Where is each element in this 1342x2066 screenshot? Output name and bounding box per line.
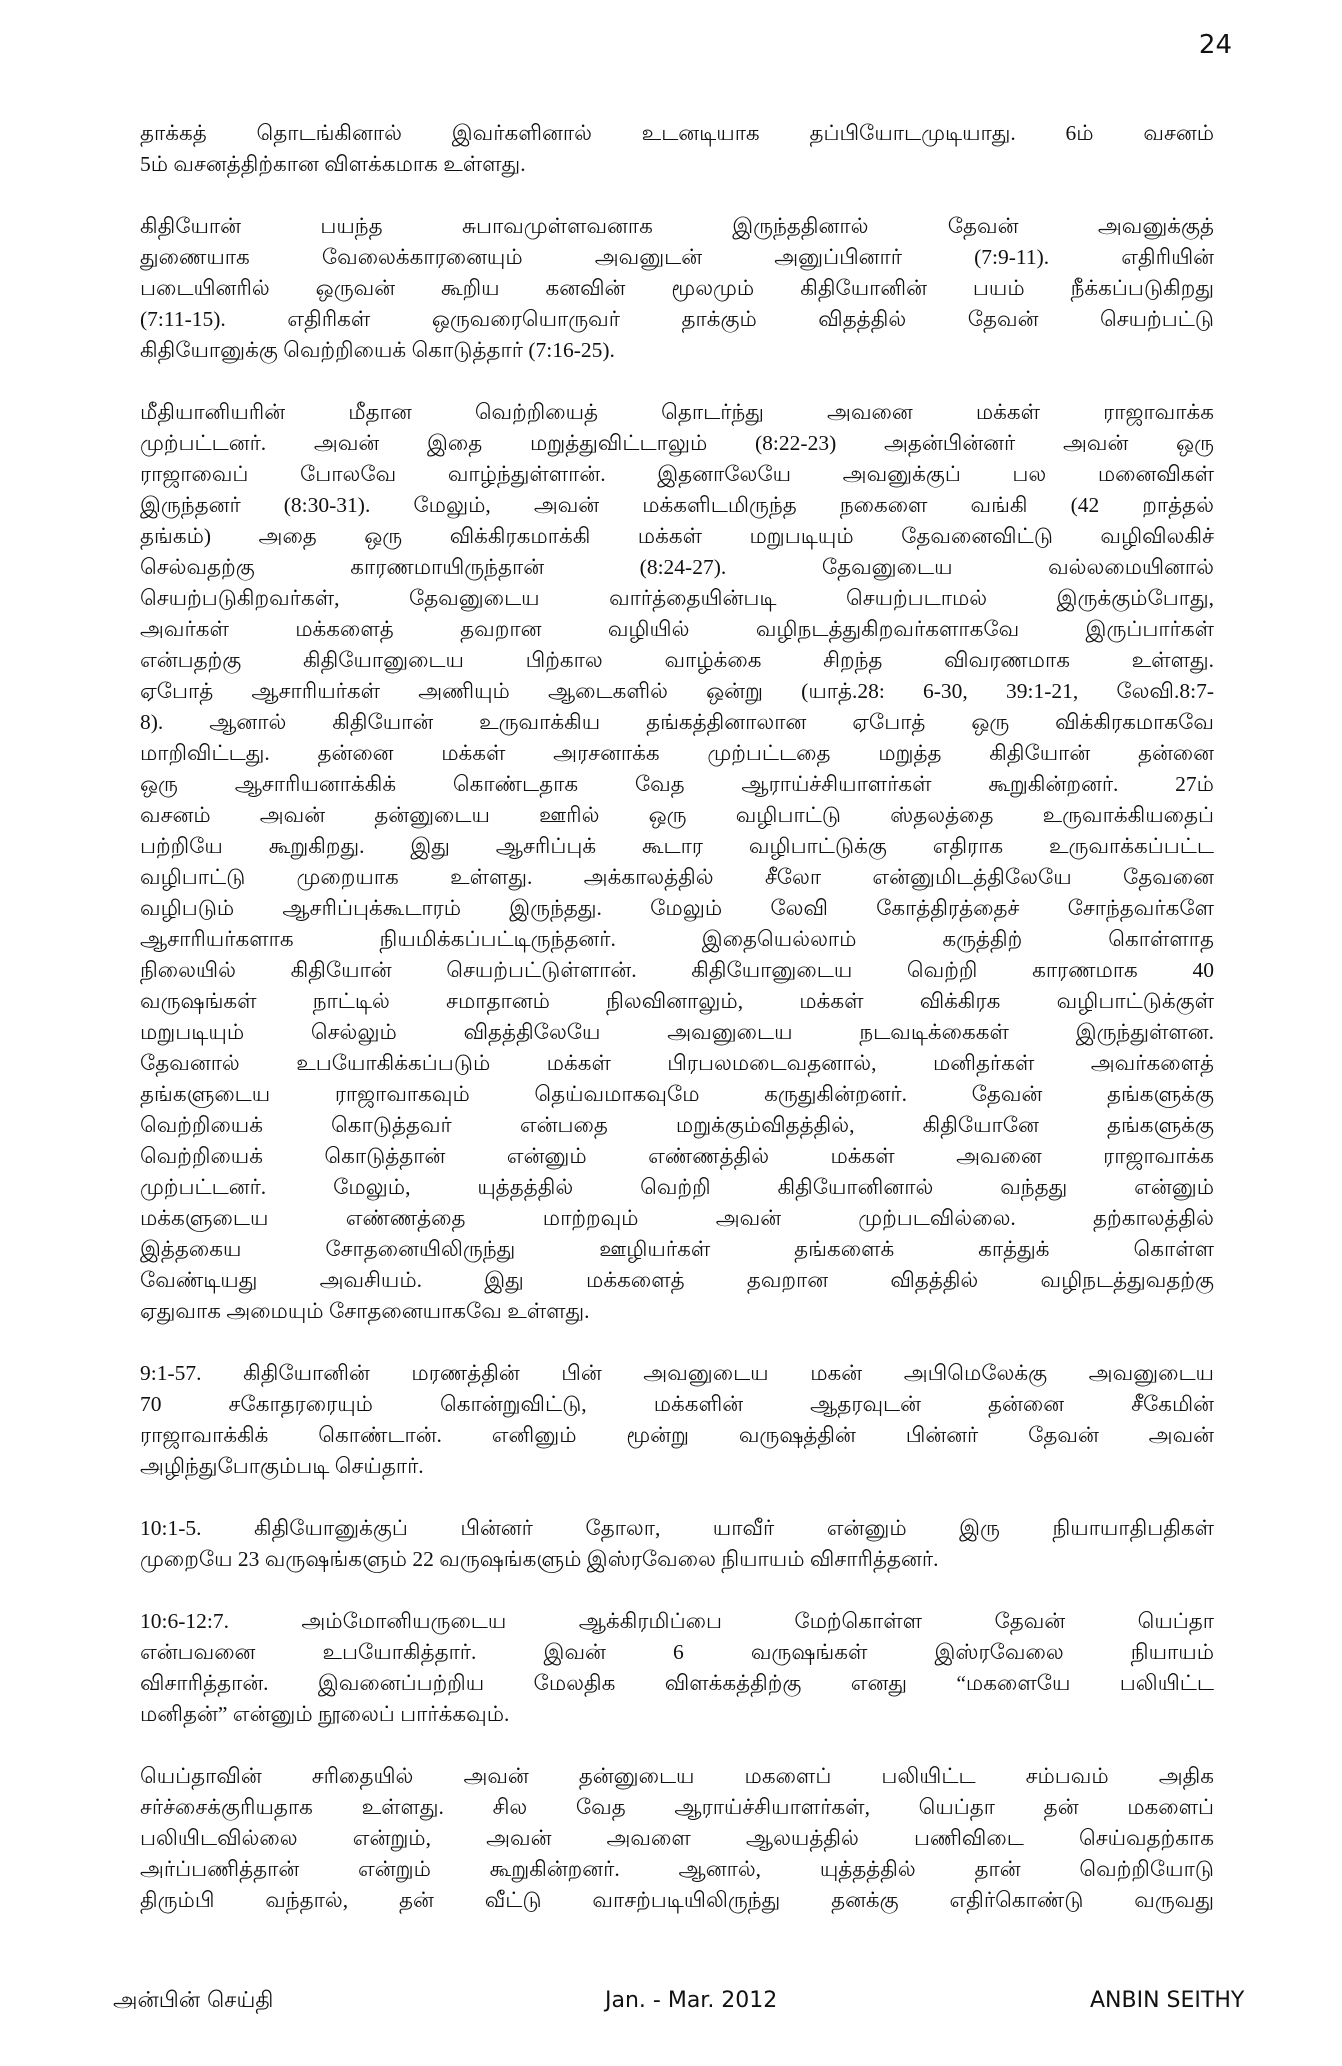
text-line: படையினரில் ஒருவன் கூறிய கனவின் மூலமும் கிதியோனின் பயம் நீக்கப்படுகிறது: [140, 276, 1214, 300]
page-footer: [0, 1988, 1342, 2028]
text-line: கிதியோனுக்கு வெற்றியைக் கொடுத்தார் (7:16-25).: [140, 338, 615, 362]
text-line: வெற்றியைக் கொடுத்தான் என்னும் எண்ணத்தில் மக்கள் அவனை ராஜாவாக்க: [140, 1144, 1214, 1168]
text-line: அர்ப்பணித்தான் என்றும் கூறுகின்றனர். ஆனால், யுத்தத்தில் தான் வெற்றியோடு: [140, 1857, 1214, 1881]
text-line: பற்றியே கூறுகிறது. இது ஆசரிப்புக் கூடார வழிபாட்டுக்கு எதிராக உருவாக்கப்பட்ட: [140, 834, 1214, 858]
text-line: இத்தகைய சோதனையிலிருந்து ஊழியர்கள் தங்களைக் காத்துக் கொள்ள: [140, 1237, 1214, 1261]
text-line: அவர்கள் மக்களைத் தவறான வழியில் வழிநடத்துகிறவர்களாகவே இருப்பார்கள்: [140, 617, 1214, 641]
text-line: யெப்தாவின் சரிதையில் அவன் தன்னுடைய மகளைப் பலியிட்ட சம்பவம் அதிக: [140, 1764, 1214, 1788]
paragraph: [140, 1358, 1214, 1482]
paragraph: [140, 1513, 1214, 1575]
text-line: திரும்பி வந்தால், தன் வீட்டு வாசற்படியிலிருந்து தனக்கு எதிர்கொண்டு வருவது: [140, 1888, 1214, 1912]
text-line: ஒரு ஆசாரியனாக்கிக் கொண்டதாக வேத ஆராய்ச்சியாளர்கள் கூறுகின்றனர். 27ம்: [140, 772, 1214, 796]
footer-publication-english: ANBIN SEITHY: [1090, 1988, 1245, 2013]
text-line: அழிந்துபோகும்படி செய்தார்.: [140, 1454, 424, 1478]
text-line: 8). ஆனால் கிதியோன் உருவாக்கிய தங்கத்தினாலான ஏபோத் ஒரு விக்கிரகமாகவே: [140, 710, 1214, 734]
text-line: வசனம் அவன் தன்னுடைய ஊரில் ஒரு வழிபாட்டு ஸ்தலத்தை உருவாக்கியதைப்: [140, 803, 1214, 827]
text-line: (7:11-15). எதிரிகள் ஒருவரையொருவர் தாக்கும் விதத்தில் தேவன் செயற்பட்டு: [140, 307, 1214, 331]
footer-issue-date: Jan. - Mar. 2012: [605, 1988, 778, 2013]
text-line: 10:6-12:7. அம்மோனியருடைய ஆக்கிரமிப்பை மேற்கொள்ள தேவன் யெப்தா: [140, 1609, 1214, 1633]
paragraph: [140, 397, 1214, 1327]
text-line: வழிபாட்டு முறையாக உள்ளது. அக்காலத்தில் சீலோ என்னுமிடத்திலேயே தேவனை: [140, 865, 1214, 889]
text-line: முற்பட்டனர். அவன் இதை மறுத்துவிட்டாலும் (8:22-23) அதன்பின்னர் அவன் ஒரு: [140, 431, 1214, 455]
text-line: விசாரித்தான். இவனைப்பற்றிய மேலதிக விளக்கத்திற்கு எனது “மகளையே பலியிட்ட: [140, 1671, 1214, 1695]
text-line: மனிதன்” என்னும் நூலைப் பார்க்கவும்.: [140, 1702, 510, 1726]
text-line: தேவனால் உபயோகிக்கப்படும் மக்கள் பிரபலமடைவதனால், மனிதர்கள் அவர்களைத்: [140, 1051, 1214, 1075]
text-line: மீதியானியரின் மீதான வெற்றியைத் தொடர்ந்து அவனை மக்கள் ராஜாவாக்க: [140, 400, 1214, 424]
text-line: 9:1-57. கிதியோனின் மரணத்தின் பின் அவனுடைய மகன் அபிமெலேக்கு அவனுடைய: [140, 1361, 1214, 1385]
paragraph: [140, 1761, 1214, 1916]
text-line: வெற்றியைக் கொடுத்தவர் என்பதை மறுக்கும்விதத்தில், கிதியோனே தங்களுக்கு: [140, 1113, 1214, 1137]
text-line: என்பவனை உபயோகித்தார். இவன் 6 வருஷங்கள் இஸ்ரவேலை நியாயம்: [140, 1640, 1214, 1664]
text-line: என்பதற்கு கிதியோனுடைய பிற்கால வாழ்க்கை சிறந்த விவரணமாக உள்ளது.: [140, 648, 1214, 672]
text-line: 5ம் வசனத்திற்கான விளக்கமாக உள்ளது.: [140, 152, 526, 176]
paragraph: [140, 211, 1214, 366]
text-line: ராஜாவாக்கிக் கொண்டான். எனினும் மூன்று வருஷத்தின் பின்னர் தேவன் அவன்: [140, 1423, 1214, 1447]
text-line: மாறிவிட்டது. தன்னை மக்கள் அரசனாக்க முற்பட்டதை மறுத்த கிதியோன் தன்னை: [140, 741, 1214, 765]
paragraph: [140, 118, 1214, 180]
text-line: பலியிடவில்லை என்றும், அவன் அவளை ஆலயத்தில் பணிவிடை செய்வதற்காக: [140, 1826, 1214, 1850]
text-line: இருந்தனர் (8:30-31). மேலும், அவன் மக்களிடமிருந்த நகைளை வங்கி (42 றாத்தல்: [140, 493, 1214, 517]
text-line: முற்பட்டனர். மேலும், யுத்தத்தில் வெற்றி கிதியோனினால் வந்தது என்னும்: [140, 1175, 1214, 1199]
text-line: ஏதுவாக அமையும் சோதனையாகவே உள்ளது.: [140, 1299, 590, 1323]
text-line: தாக்கத் தொடங்கினால் இவர்களினால் உடனடியாக தப்பியோடமுடியாது. 6ம் வசனம்: [140, 121, 1214, 145]
text-line: கிதியோன் பயந்த சுபாவமுள்ளவனாக இருந்ததினால் தேவன் அவனுக்குத்: [140, 214, 1214, 238]
text-line: ஆசாரியர்களாக நியமிக்கப்பட்டிருந்தனர். இதையெல்லாம் கருத்திற் கொள்ளாத: [140, 927, 1214, 951]
text-line: தங்கம்) அதை ஒரு விக்கிரகமாக்கி மக்கள் மறுபடியும் தேவனைவிட்டு வழிவிலகிச்: [140, 524, 1214, 548]
article-body: [140, 118, 1214, 1947]
text-line: ஏபோத் ஆசாரியர்கள் அணியும் ஆடைகளில் ஒன்று (யாத்.28: 6-30, 39:1-21, லேவி.8:7-: [140, 679, 1214, 703]
footer-publication-tamil: அன்பின் செய்தி: [113, 1988, 274, 2013]
text-line: 70 சகோதரரையும் கொன்றுவிட்டு, மக்களின் ஆதரவுடன் தன்னை சீகேமின்: [140, 1392, 1214, 1416]
text-line: வருஷங்கள் நாட்டில் சமாதானம் நிலவினாலும், மக்கள் விக்கிரக வழிபாட்டுக்குள்: [140, 989, 1214, 1013]
text-line: மக்களுடைய எண்ணத்தை மாற்றவும் அவன் முற்படவில்லை. தற்காலத்தில்: [140, 1206, 1214, 1230]
text-line: 10:1-5. கிதியோனுக்குப் பின்னர் தோலா, யாவீர் என்னும் இரு நியாயாதிபதிகள்: [140, 1516, 1214, 1540]
text-line: செல்வதற்கு காரணமாயிருந்தான் (8:24-27). தேவனுடைய வல்லமையினால்: [140, 555, 1214, 579]
text-line: தங்களுடைய ராஜாவாகவும் தெய்வமாகவுமே கருதுகின்றனர். தேவன் தங்களுக்கு: [140, 1082, 1214, 1106]
text-line: சர்ச்சைக்குரியதாக உள்ளது. சில வேத ஆராய்ச்சியாளர்கள், யெப்தா தன் மகளைப்: [140, 1795, 1214, 1819]
paragraph: [140, 1606, 1214, 1730]
text-line: நிலையில் கிதியோன் செயற்பட்டுள்ளான். கிதியோனுடைய வெற்றி காரணமாக 40: [140, 958, 1214, 982]
text-line: முறையே 23 வருஷங்களும் 22 வருஷங்களும் இஸ்ரவேலை நியாயம் விசாரித்தனர்.: [140, 1547, 939, 1571]
text-line: ராஜாவைப் போலவே வாழ்ந்துள்ளான். இதனாலேயே அவனுக்குப் பல மனைவிகள்: [140, 462, 1214, 486]
text-line: மறுபடியும் செல்லும் விதத்திலேயே அவனுடைய நடவடிக்கைகள் இருந்துள்ளன.: [140, 1020, 1214, 1044]
text-line: செயற்படுகிறவர்கள், தேவனுடைய வார்த்தையின்படி செயற்படாமல் இருக்கும்போது,: [140, 586, 1214, 610]
text-line: துணையாக வேலைக்காரனையும் அவனுடன் அனுப்பினார் (7:9-11). எதிரியின்: [140, 245, 1214, 269]
text-line: வழிபடும் ஆசரிப்புக்கூடாரம் இருந்தது. மேலும் லேவி கோத்திரத்தைச் சோந்தவர்களே: [140, 896, 1214, 920]
text-line: வேண்டியது அவசியம். இது மக்களைத் தவறான விதத்தில் வழிநடத்துவதற்கு: [140, 1268, 1214, 1292]
page-number: 24: [1198, 30, 1232, 60]
